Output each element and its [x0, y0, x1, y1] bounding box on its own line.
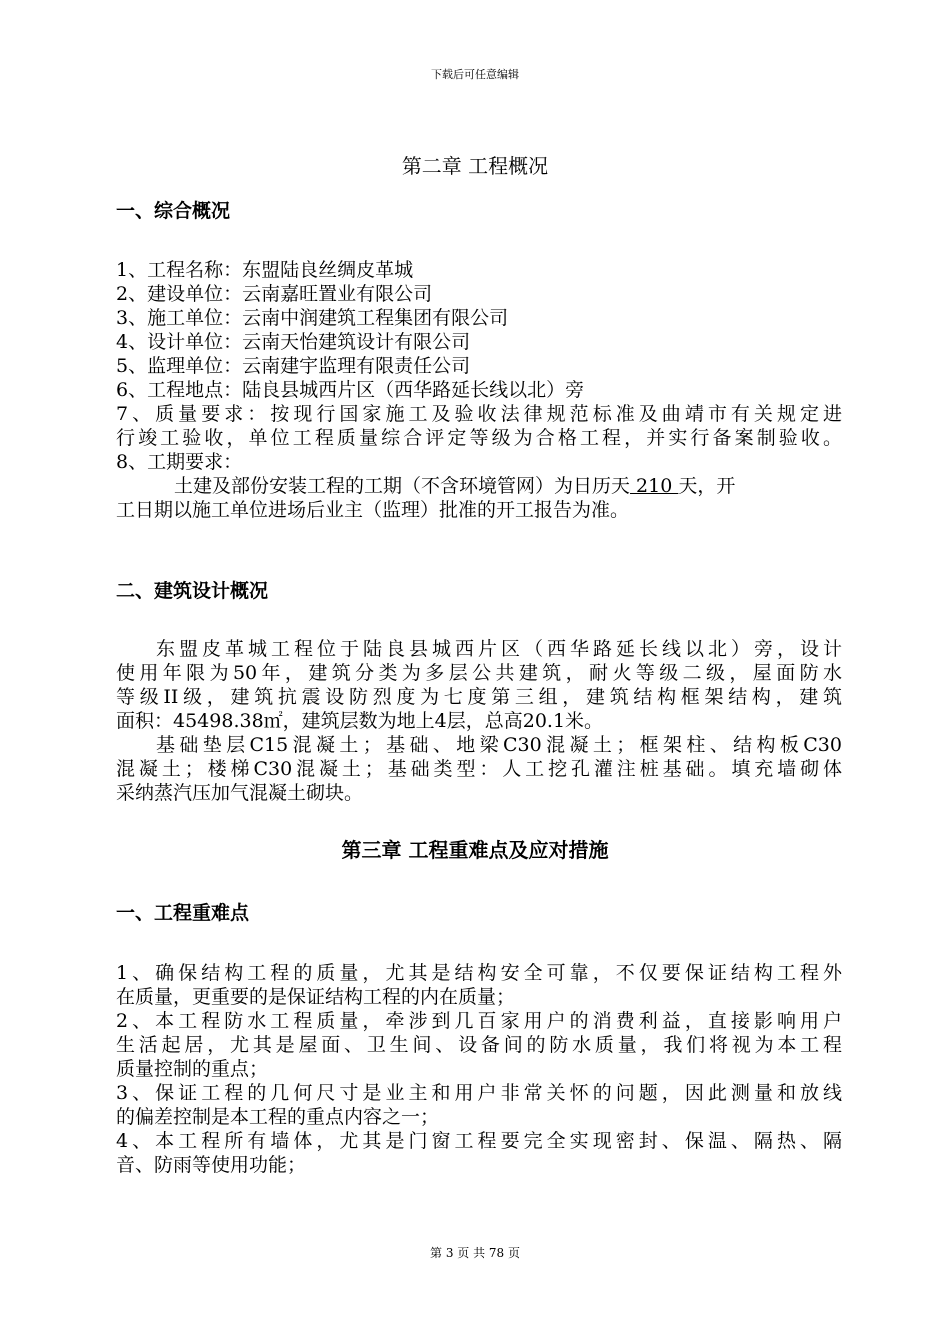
list-item-continuation: 音、防雨等使用功能； [116, 1154, 307, 1176]
schedule-text: 土建及部份安装工程的工期（不含环境管网）为日历天 [174, 475, 631, 497]
section-heading-design: 二、建筑设计概况 [116, 580, 269, 602]
list-item: 4、设计单位：云南天怡建筑设计有限公司 [116, 331, 471, 353]
paragraph-line: 东盟皮革城工程位于陆良县城西片区（西华路延长线以北）旁，设计 [156, 638, 842, 660]
section-heading-key-points: 一、工程重难点 [116, 902, 250, 924]
paragraph-line: 面积：45498.38㎡，建筑层数为地上4层，总高20.1米。 [116, 710, 604, 732]
paragraph-line: 使用年限为50年，建筑分类为多层公共建筑，耐火等级二级，屋面防水 [116, 662, 842, 684]
list-item: 6、工程地点：陆良县城西片区（西华路延长线以北）旁 [116, 379, 585, 401]
list-item-continuation: 在质量，更重要的是保证结构工程的内在质量； [116, 986, 516, 1008]
list-item: 1、确保结构工程的质量，尤其是结构安全可靠，不仅要保证结构工程外 [116, 962, 842, 984]
paragraph-line: 采纳蒸汽压加气混凝土砌块。 [116, 782, 364, 804]
list-item: 8、工期要求： [116, 451, 243, 473]
schedule-text-end: 天，开 [678, 475, 736, 497]
list-item: 1、工程名称：东盟陆良丝绸皮革城 [116, 259, 414, 281]
list-item: 4、本工程所有墙体，尤其是门窗工程要完全实现密封、保温、隔热、隔 [116, 1130, 842, 1152]
design-overview-paragraphs [116, 637, 842, 805]
list-item: 7、质量要求：按现行国家施工及验收法律规范标准及曲靖市有关规定进 [116, 403, 842, 425]
list-item: 3、施工单位：云南中润建筑工程集团有限公司 [116, 307, 509, 329]
page-header: 下载后可任意编辑 [431, 68, 519, 81]
list-item-continuation: 质量控制的重点； [116, 1058, 269, 1080]
section-heading-overview: 一、综合概况 [116, 200, 231, 222]
page-footer: 第 3 页 共 78 页 [430, 1246, 520, 1260]
paragraph-line: 等级II级，建筑抗震设防烈度为七度第三组，建筑结构框架结构，建筑 [116, 686, 842, 708]
list-item: 5、监理单位：云南建宇监理有限责任公司 [116, 355, 471, 377]
list-item-continuation: 的偏差控制是本工程的重点内容之一； [116, 1106, 440, 1128]
schedule-line [116, 474, 842, 498]
schedule-days: 210 [630, 475, 679, 497]
list-item-continuation: 生活起居，尤其是屋面、卫生间、设备间的防水质量，我们将视为本工程 [116, 1034, 842, 1056]
list-item-continuation: 行竣工验收，单位工程质量综合评定等级为合格工程，并实行备案制验收。 [116, 427, 842, 449]
project-info-list [116, 258, 842, 522]
chapter-3-title: 第三章 工程重难点及应对措施 [341, 838, 609, 862]
paragraph-line: 基础垫层C15混凝土；基础、地梁C30混凝土；框架柱、结构板C30 [156, 734, 842, 756]
list-item: 3、保证工程的几何尺寸是业主和用户非常关怀的问题，因此测量和放线 [116, 1082, 842, 1104]
list-item: 2、建设单位：云南嘉旺置业有限公司 [116, 283, 433, 305]
key-points-list [116, 961, 842, 1177]
paragraph-line: 混凝土；楼梯C30混凝土；基础类型：人工挖孔灌注桩基础。填充墙砌体 [116, 758, 842, 780]
list-item: 2、本工程防水工程质量，牵涉到几百家用户的消费利益，直接影响用户 [116, 1010, 842, 1032]
schedule-line-2: 工日期以施工单位进场后业主（监理）批准的开工报告为准。 [116, 499, 630, 521]
chapter-2-title: 第二章 工程概况 [401, 154, 549, 178]
